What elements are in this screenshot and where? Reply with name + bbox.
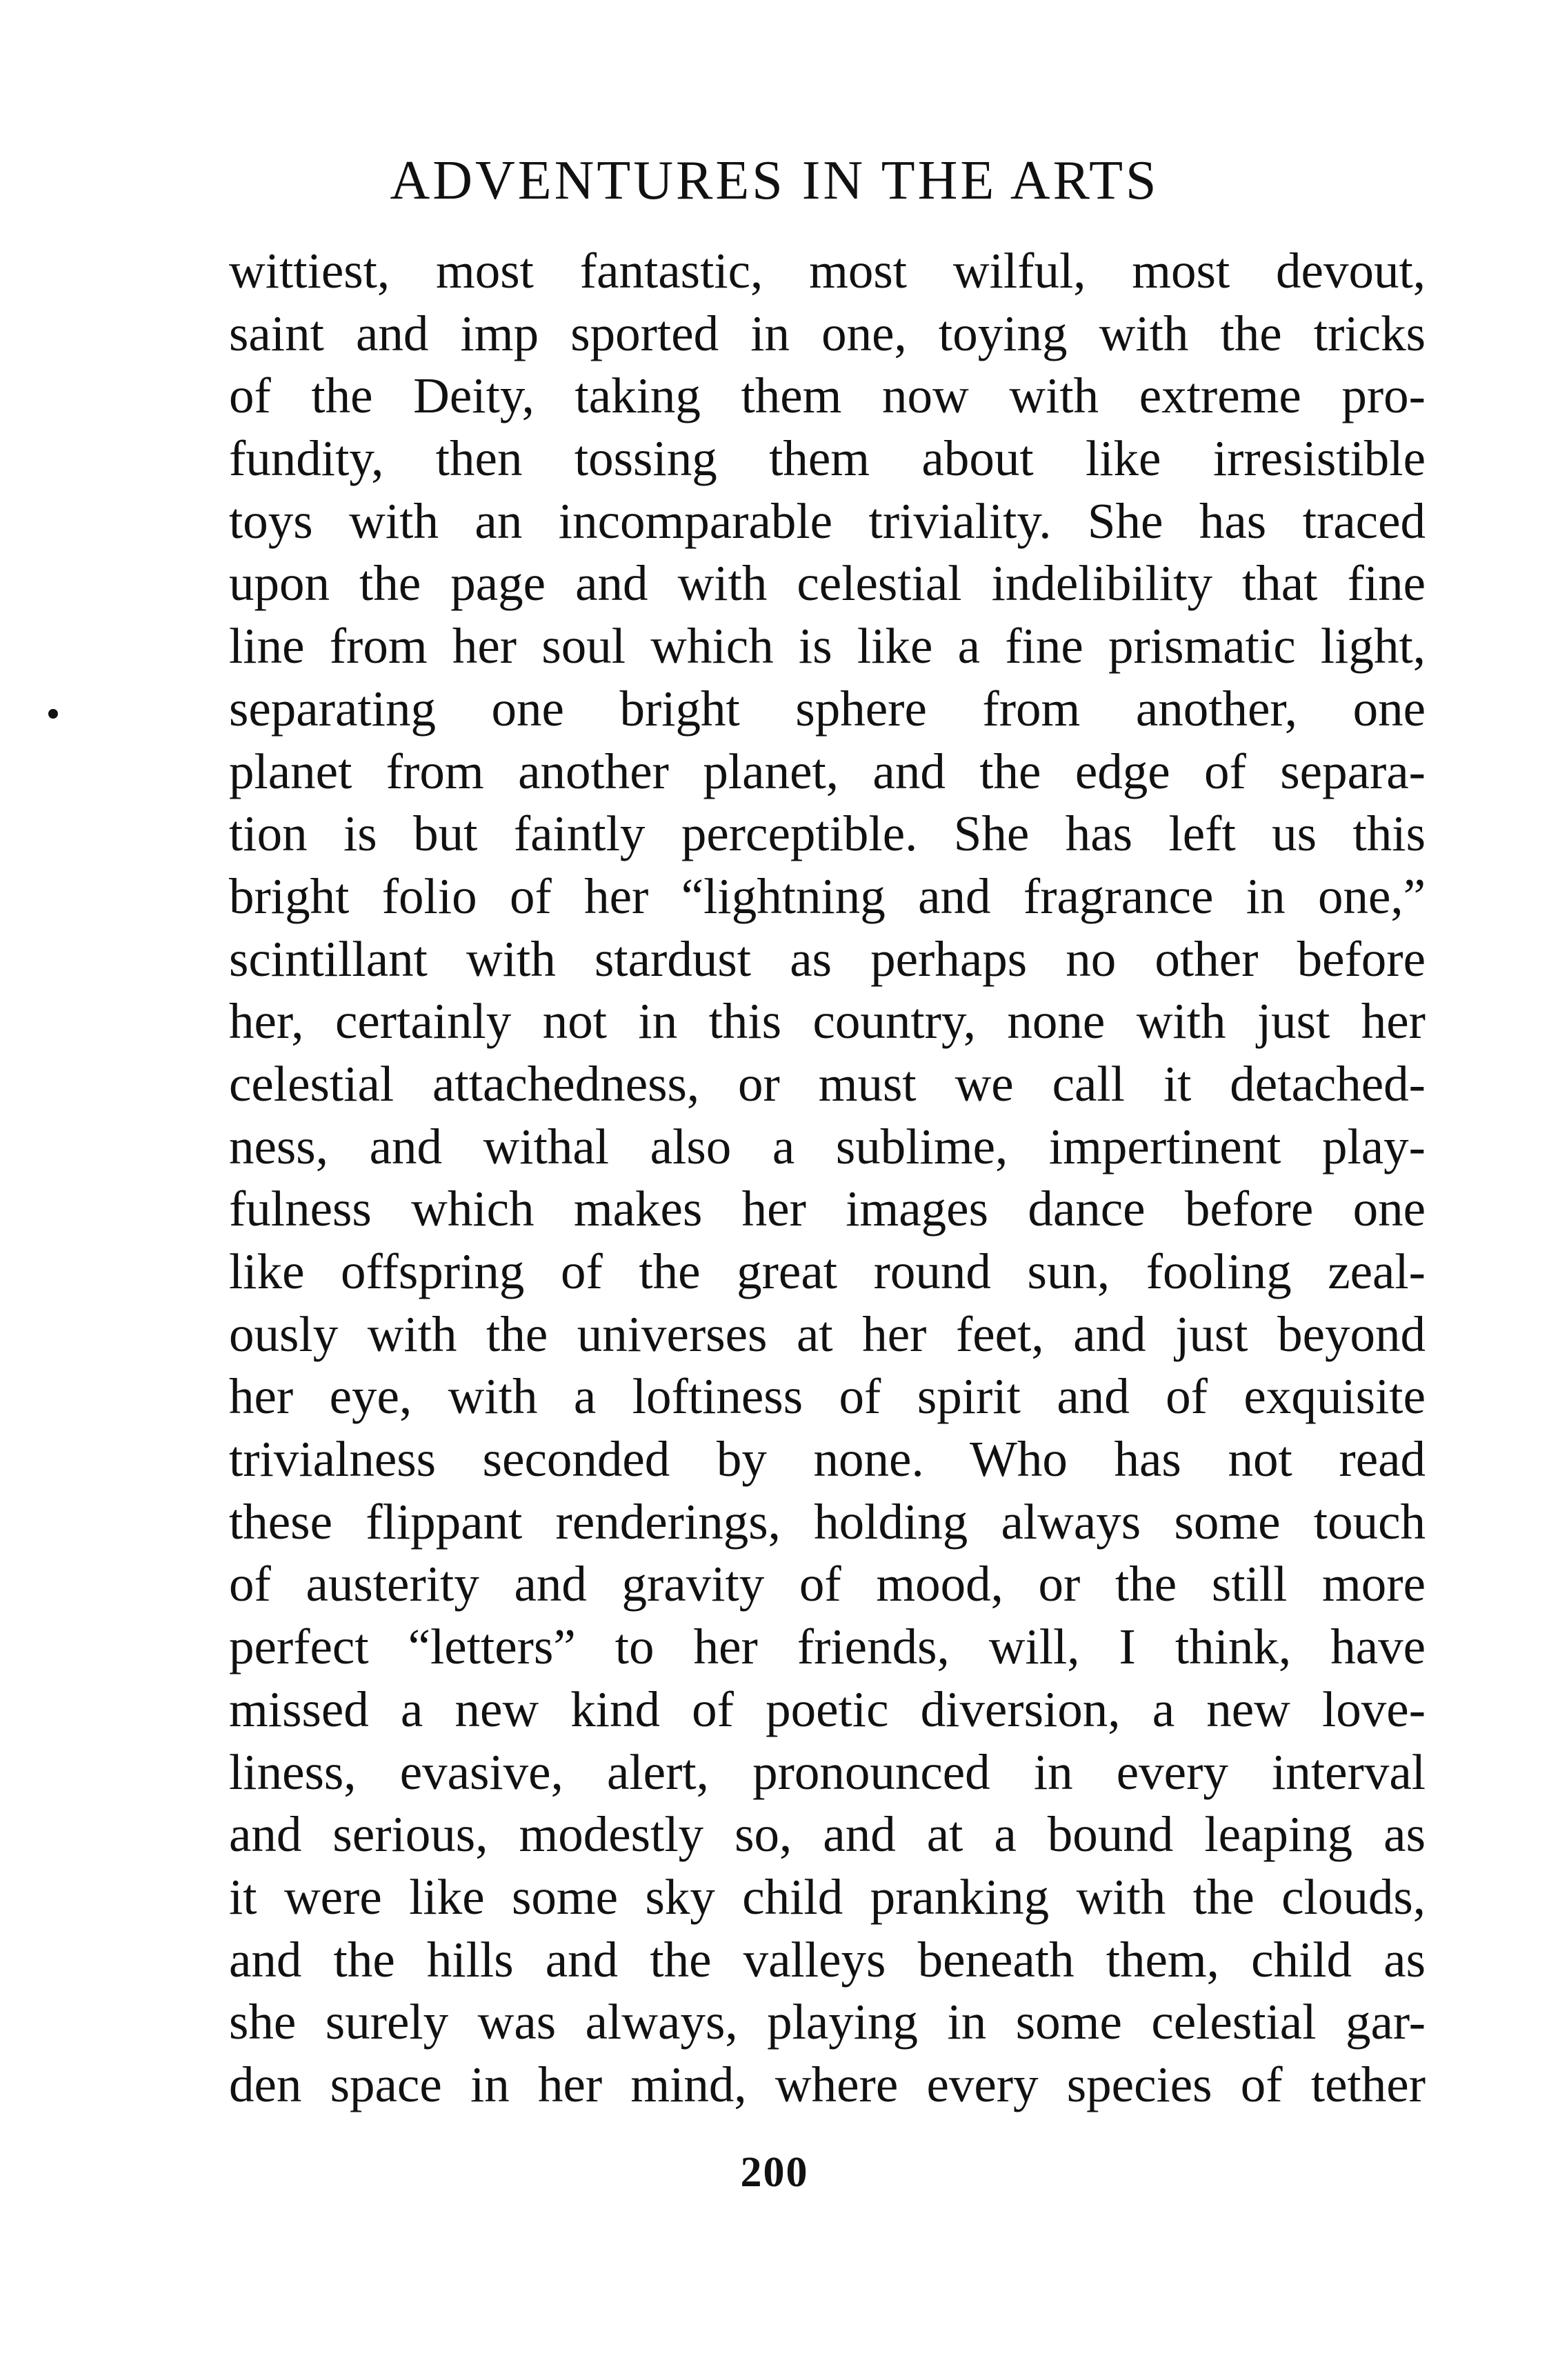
text-line: of the Deity, taking them now with extreme pro- xyxy=(229,368,1426,424)
text-line: of austerity and gravity of mood, or the still more xyxy=(229,1556,1426,1612)
text-line: ously with the universes at her feet, and just beyond xyxy=(229,1306,1426,1362)
text-line: trivialness seconded by none. Who has not read xyxy=(229,1431,1426,1488)
margin-dot-mark xyxy=(48,709,58,719)
text-line: perfect “letters” to her friends, will, I think, have xyxy=(229,1619,1426,1675)
text-line: it were like some sky child pranking with the clouds, xyxy=(229,1868,1426,1925)
text-line: tion is but faintly perceptible. She has left us this xyxy=(229,806,1426,862)
text-line: separating one bright sphere from another, one xyxy=(229,680,1426,737)
text-line: fulness which makes her images dance before one xyxy=(229,1181,1426,1237)
text-line: saint and imp sported in one, toying with the tricks xyxy=(229,305,1426,361)
text-line: wittiest, most fantastic, most wilful, most devout, xyxy=(229,243,1426,299)
text-line: and the hills and the valleys beneath them, child as xyxy=(229,1931,1426,1988)
text-line: ness, and withal also a sublime, impertinent play- xyxy=(229,1118,1426,1174)
text-line: and serious, modestly so, and at a bound leaping as xyxy=(229,1806,1426,1863)
running-head: ADVENTURES IN THE ARTS xyxy=(390,150,1159,211)
text-line: toys with an incomparable triviality. She has traced xyxy=(229,492,1426,549)
text-line: these flippant renderings, holding always some touch xyxy=(229,1493,1426,1550)
text-line: her, certainly not in this country, none with just her xyxy=(229,993,1426,1050)
text-line: scintillant with stardust as perhaps no other before xyxy=(229,930,1426,987)
text-line: celestial attachedness, or must we call it detached- xyxy=(229,1055,1426,1112)
page-number: 200 xyxy=(740,2149,809,2196)
text-line: upon the page and with celestial indelibility that fine xyxy=(229,555,1426,612)
text-line: like offspring of the great round sun, fooling zeal- xyxy=(229,1243,1426,1299)
text-line: missed a new kind of poetic diversion, a new love- xyxy=(229,1681,1426,1737)
text-line: bright folio of her “lightning and fragrance in one,” xyxy=(229,868,1426,924)
text-line: she surely was always, playing in some celestial gar- xyxy=(229,1994,1426,2050)
body-text xyxy=(229,240,1426,2117)
text-line: her eye, with a loftiness of spirit and of exquisite xyxy=(229,1368,1426,1425)
text-line: planet from another planet, and the edge of separa- xyxy=(229,743,1426,799)
text-line: fundity, then tossing them about like irresistible xyxy=(229,430,1426,487)
text-line: den space in her mind, where every species of tether xyxy=(229,2056,1426,2112)
text-line: liness, evasive, alert, pronounced in every interval xyxy=(229,1743,1426,1800)
text-line: line from her soul which is like a fine prismatic light, xyxy=(229,618,1426,674)
